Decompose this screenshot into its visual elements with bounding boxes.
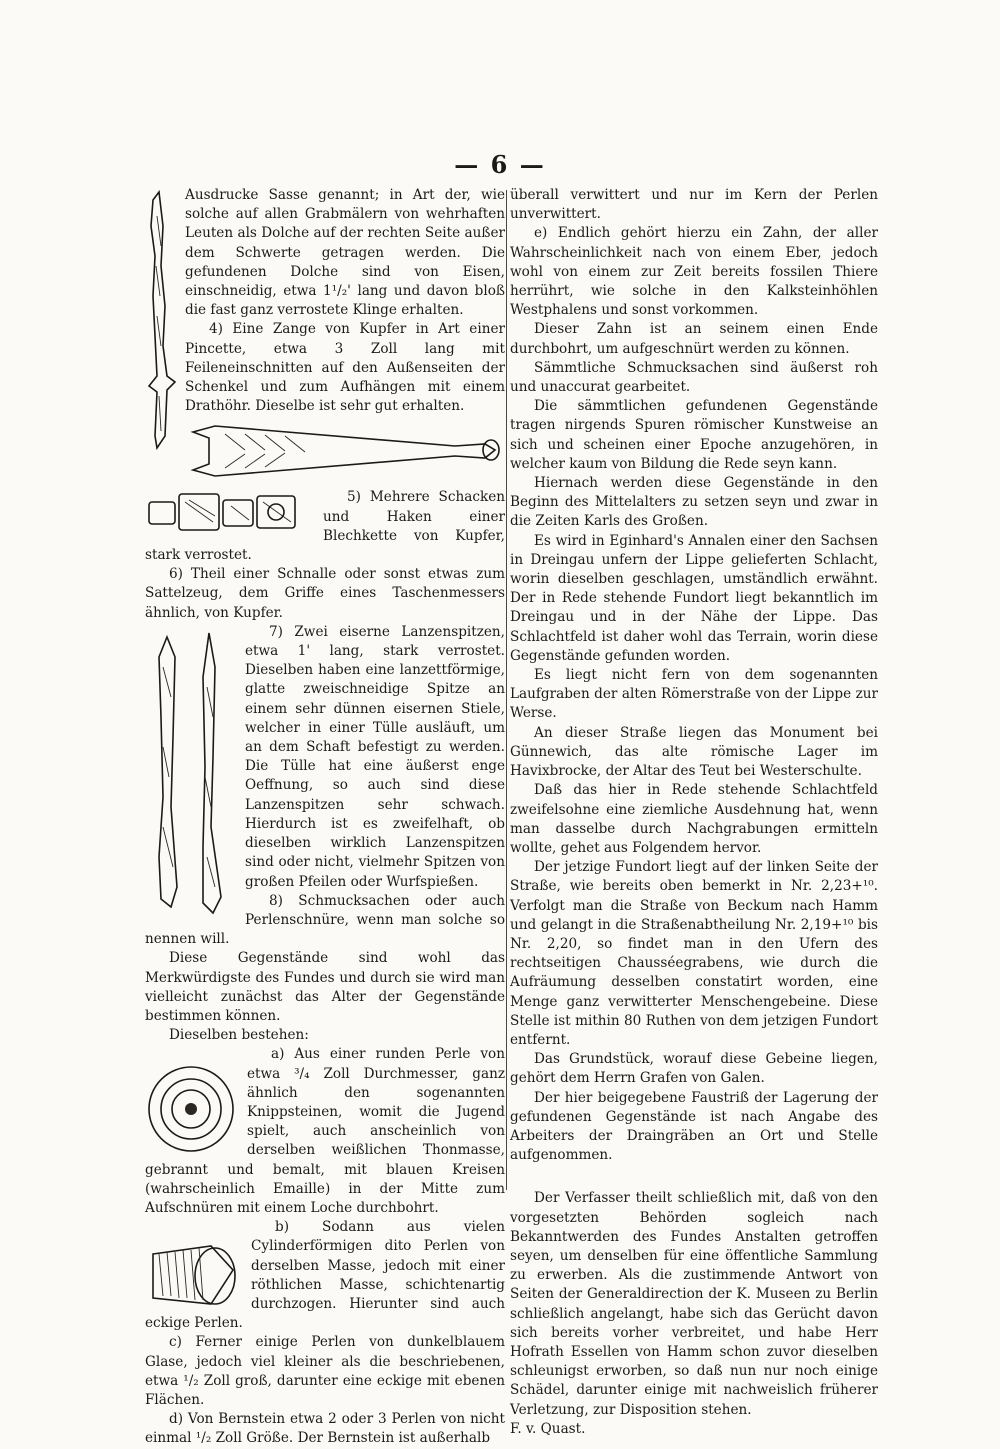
page-number: — 6 — — [454, 150, 546, 179]
column-divider — [506, 190, 507, 1190]
chain-illustration — [145, 488, 313, 538]
item-d-amber-beads: d) Von Bernstein etwa 2 oder 3 Perlen von nicht einmal ¹/₂ Zoll Größe. Der Bernstein ist außerhalb — [145, 1411, 505, 1447]
right-paragraph-11: Der jetzige Fundort liegt auf der linken Seite der Straße, wie bereits oben bemerkt in Nr. 2,23+¹⁰. Verfolgt man die Straße von Beckum nach Hamm und gelangt in die Straßenabtheilung Nr. 2,19+¹⁰ bis Nr. 2,20, so findet man in den Ufern des rechtseitigen Chausséegrabens, wie durch die Aufräumung desselben constatirt worden, eine Menge ganz verwitterter Menschengebeine. Diese Stelle ist mithin 80 Ruthen von dem jetzigen Fundort entfernt. — [510, 859, 878, 1048]
right-paragraph-8: Es liegt nicht fern von dem sogenannten Laufgraben der alten Römerstraße von der Lippe zur Werse. — [510, 667, 878, 722]
right-paragraph-10: Daß das hier in Rede stehende Schlachtfeld zweifelsohne eine ziemliche Ausdehnung hat, wenn man dasselbe durch Nachgrabungen ermitteln wollte, gehet aus Folgendem hervor. — [510, 782, 878, 856]
item-5-chain: 5) Mehrere Schacken und Haken einer Blechkette von Kupfer, stark verrostet. — [145, 489, 505, 564]
right-paragraph-4: Sämmtliche Schmucksachen sind äußerst roh und unaccurat gearbeitet. — [510, 359, 878, 396]
lance-heads-illustration — [151, 627, 233, 917]
right-paragraph-13: Der hier beigegebene Faustriß der Lagerung der gefundenen Gegenstände ist nach Angabe des Arbeiters der Draingräben an Ort und Stelle aufgenommen. — [510, 1089, 878, 1164]
tongs-illustration — [185, 420, 505, 482]
item-4-tongs: 4) Eine Zange von Kupfer in Art einer Pincette, etwa 3 Zoll lang mit Feileneinschnitten auf den Außenseiten der Schenkel und zum Aufhängen mit einem Drathöhr. Dieselbe ist sehr gut erhalten. — [185, 321, 505, 415]
item-b-cylinder-beads: b) Sodann aus vielen Cylinderförmigen dito Perlen von derselben Masse, jedoch mit einer röthlichen Masse, schichtenartig durchzogen. Hierunter sind auch eckige Perlen. — [145, 1219, 505, 1332]
left-column — [145, 186, 505, 1447]
round-bead-illustration — [145, 1063, 237, 1155]
right-paragraph-5: Die sämmtlichen gefundenen Gegenstände tragen nirgends Spuren römischer Kunstweise an sich und scheinen einer Epoche anzugehören, in welcher kaum von Bildung die Rede seyn kann. — [510, 398, 878, 472]
right-paragraph-3: Dieser Zahn ist an seinem einen Ende durchbohrt, um aufgeschnürt werden zu können. — [510, 321, 878, 357]
dagger-illustration — [145, 186, 181, 456]
left-paragraph-notable: Diese Gegenstände sind wohl das Merkwürdigste des Fundes und durch sie wird man vielleicht zunächst das Alter der Gegenstände bestimmen können. — [145, 950, 505, 1024]
right-paragraph-1: überall verwittert und nur im Kern der Perlen unverwittert. — [510, 187, 878, 223]
item-6-buckle: 6) Theil einer Schnalle oder sonst etwas zum Sattelzeug, dem Griffe eines Taschenmessers ähnlich, von Kupfer. — [145, 566, 505, 621]
cylinder-bead-illustration — [145, 1238, 241, 1312]
item-8-jewellery: 8) Schmucksachen oder auch Perlenschnüre, wenn man solche so nennen will. — [145, 892, 505, 948]
item-e-tooth: e) Endlich gehört hierzu ein Zahn, der aller Wahrscheinlichkeit nach von einem Eber, jedoch wohl von einem zur Zeit bereits fossilen Thiere herrührt, wie solche in den Kalksteinhöhlen Westphalens und sonst vorkommen. — [510, 225, 878, 319]
right-paragraph-9: An dieser Straße liegen das Monument bei Günnewich, das alte römische Lager im Havixbrocke, der Altar des Teut bei Westerschulte. — [510, 724, 878, 780]
right-column — [510, 186, 878, 1437]
item-a-round-bead: a) Aus einer runden Perle von etwa ³/₄ Zoll Durchmesser, ganz ähnlich den sogenannten Knippsteinen, womit die Jugend spielt, auch anscheinlich von derselben weißlichen Thonmasse, gebrannt und bemalt, mit blauen Kreisen (wahrscheinlich Emaille) in der Mitte zum Aufschnüren mit einem Loche durchbohrt. — [145, 1046, 505, 1216]
signature: F. v. Quast. — [510, 1420, 586, 1437]
item-7-lance-heads: 7) Zwei eiserne Lanzenspitzen, etwa 1' lang, stark verrostet. Dieselben haben eine lanzettförmige, glatte zweischneidige Spitze an einem sehr dünnen eisernen Stiele, welcher in einer Tülle ausläuft, um an dem Schaft befestigt zu werden. Die Tülle hat eine äußerst enge Oeffnung, so auch sind diese Lanzenspitzen sehr schwach. Hierdurch ist es zweifelhaft, ob dieselben wirklich Lanzenspitzen sind oder nicht, vielmehr Spitzen von großen Pfeilen oder Wurfspießen. — [245, 623, 505, 890]
left-paragraph-1: Ausdrucke Sasse genannt; in Art der, wie solche auf allen Grabmälern von wehrhaften Leuten als Dolche auf der rechten Seite außer dem Schwerte getragen werden. Die gefundenen Dolche sind von Eisen, einschneidig, etwa 1¹/₂' lang und davon bloß die fast ganz verrostete Klinge erhalten. — [185, 187, 505, 319]
right-paragraph-7: Es wird in Eginhard's Annalen einer den Sachsen in Dreingau unfern der Lippe gelieferten Schlacht, worin dieselben geschlagen, umständlich erwähnt. Der in Rede stehende Fundort liegt bekanntlich im Dreingau und in der Nähe der Lippe. Das Schlachtfeld ist daher wohl das Terrain, worin diese Gegenstände gefunden worden. — [510, 532, 878, 664]
right-paragraph-14: Der Verfasser theilt schließlich mit, daß von den vorgesetzten Behörden sogleich nach Bekanntwerden des Fundes Anstalten getroffen seyen, um denselben für eine öffentliche Sammlung zu erwerben. Als die zustimmende Antwort von Seiten der Generaldirection der K. Museen zu Berlin schließlich angelangt, habe sich das Gerücht davon sich bereits vorher verbreitet, und habe Herr Hofrath Essellen von Hamm schon zuvor dieselben schleunigst erworben, so daß nun nur noch einige Schädel, darunter einige mit nachweislich früherer Verletzung, zur Disposition stehen. — [510, 1190, 878, 1418]
right-paragraph-6: Hiernach werden diese Gegenstände in den Beginn des Mittelalters zu setzen seyn und zwar in die Zeiten Karls des Großen. — [510, 475, 878, 530]
item-c-glass-beads: c) Ferner einige Perlen von dunkelblauem Glase, jedoch viel kleiner als die beschriebenen, etwa ¹/₂ Zoll groß, darunter eine eckige mit ebenen Flächen. — [145, 1334, 505, 1408]
left-paragraph-consist: Dieselben bestehen: — [169, 1027, 309, 1044]
right-paragraph-12: Das Grundstück, worauf diese Gebeine liegen, gehört dem Herrn Grafen von Galen. — [510, 1051, 878, 1087]
